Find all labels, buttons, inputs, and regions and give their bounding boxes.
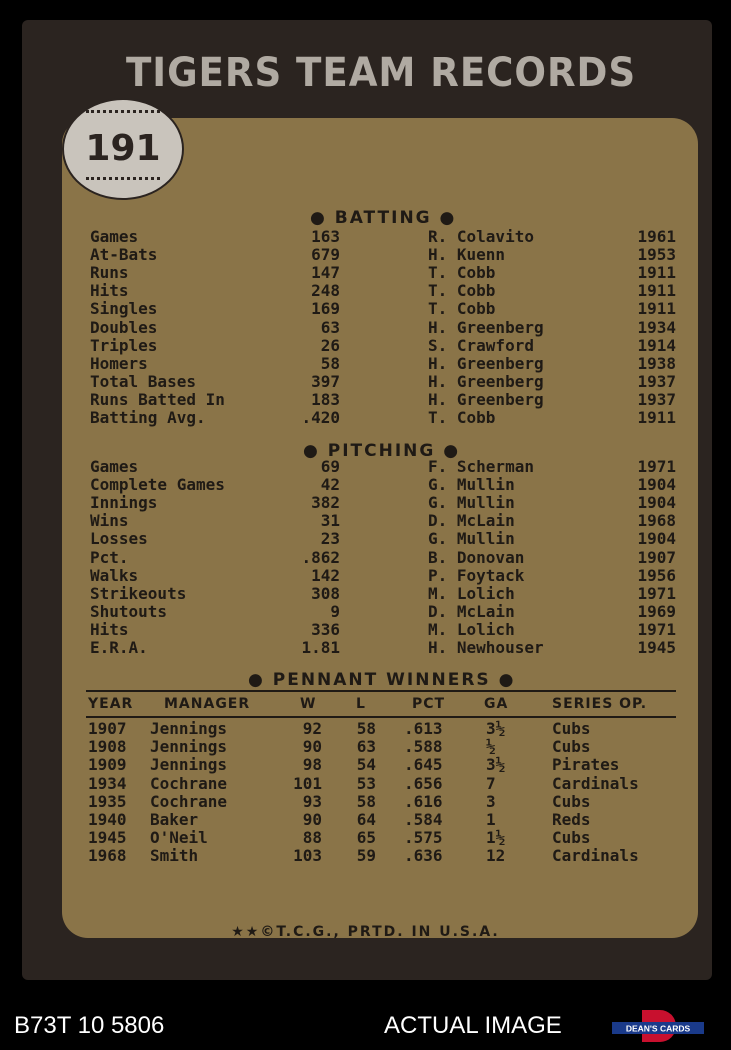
pitching-stat: Walks	[90, 565, 139, 585]
pennant-l: 64	[356, 810, 376, 829]
pitching-value: 69	[320, 457, 340, 476]
pitching-value: 382	[311, 493, 340, 513]
pennant-year: 1968	[88, 846, 127, 866]
batting-value: 169	[311, 299, 340, 319]
pitching-value: 336	[311, 619, 340, 639]
pennant-manager: Jennings	[150, 755, 228, 775]
pitching-stat: Innings	[90, 493, 158, 513]
batting-player: H. Greenberg	[428, 389, 544, 409]
pennant-w: 98	[302, 755, 322, 775]
pitching-value: 31	[320, 511, 340, 531]
pitching-player: H. Newhouser	[428, 638, 544, 657]
col-ga: GA	[484, 696, 509, 712]
pennant-series: Cubs	[552, 828, 591, 848]
pennant-w: 93	[302, 791, 322, 811]
pitching-value: 142	[311, 565, 340, 585]
col-manager: MANAGER	[164, 696, 251, 712]
pitching-value: 1.81	[301, 638, 340, 657]
pitching-value: 23	[320, 529, 340, 549]
card-number: 191	[85, 128, 161, 169]
pitching-value: 9	[330, 601, 340, 621]
col-w: W	[300, 696, 317, 712]
card-title: TIGERS TEAM RECORDS	[126, 50, 637, 96]
pitching-value: 42	[320, 475, 340, 495]
batting-stat: Hits	[90, 281, 129, 301]
pennant-series: Cardinals	[552, 773, 639, 793]
pitching-year: 1945	[637, 638, 676, 657]
batting-value: 397	[311, 371, 340, 391]
pitching-year: 1907	[637, 547, 676, 567]
pennant-series: Cubs	[552, 791, 591, 811]
batting-value: 26	[320, 335, 340, 355]
pitching-stat: Losses	[90, 529, 148, 549]
pitching-year: 1971	[637, 619, 676, 639]
batting-stat: Triples	[90, 335, 158, 355]
batting-year: 1911	[637, 408, 676, 427]
pitching-stat: Strikeouts	[90, 583, 187, 603]
batting-player: H. Greenberg	[428, 371, 544, 391]
pitching-heading: ● PITCHING ●	[303, 441, 461, 461]
batting-year: 1914	[637, 335, 676, 355]
pitching-stat: Hits	[90, 619, 129, 639]
pennant-l: 58	[356, 719, 376, 738]
col-l: L	[356, 696, 366, 712]
pitching-player: G. Mullin	[428, 493, 515, 513]
batting-year: 1953	[637, 245, 676, 265]
batting-year: 1911	[637, 263, 676, 283]
pennant-pct: .616	[404, 791, 443, 811]
pennant-pct: .584	[404, 810, 443, 829]
pennant-ga: 7	[486, 773, 496, 793]
pennant-l: 53	[356, 773, 376, 793]
pennant-series: Cubs	[552, 719, 591, 738]
pennant-w: 90	[302, 810, 322, 829]
batting-value: .420	[301, 408, 340, 427]
pitching-player: P. Foytack	[428, 565, 525, 585]
batting-player: T. Cobb	[428, 263, 496, 283]
pennant-pct: .636	[404, 846, 443, 866]
pennant-w: 90	[302, 737, 322, 757]
pennant-pct: .656	[404, 773, 443, 793]
batting-value: 63	[320, 317, 340, 337]
pennant-manager: Cochrane	[150, 773, 228, 793]
pitching-player: M. Lolich	[428, 619, 515, 639]
pennant-w: 103	[293, 846, 322, 866]
batting-stat: At-Bats	[90, 245, 158, 265]
batting-value: 183	[311, 389, 340, 409]
batting-stat: Total Bases	[90, 371, 196, 391]
col-pct: PCT	[412, 696, 446, 712]
batting-year: 1911	[637, 299, 676, 319]
pitching-player: G. Mullin	[428, 475, 515, 495]
pennant-year: 1934	[88, 773, 127, 793]
pitching-stat: Games	[90, 457, 139, 476]
pennant-w: 92	[302, 719, 322, 738]
pennant-manager: Cochrane	[150, 791, 228, 811]
batting-stat: Runs	[90, 263, 129, 283]
batting-value: 248	[311, 281, 340, 301]
pitching-value: 308	[311, 583, 340, 603]
pitching-year: 1969	[637, 601, 676, 621]
pennant-l: 59	[356, 846, 376, 866]
pennant-l: 54	[356, 755, 376, 775]
pennant-year: 1935	[88, 791, 127, 811]
deans-cards-logo-icon	[612, 1008, 704, 1044]
pitching-value: .862	[301, 547, 340, 567]
pitching-year: 1904	[637, 475, 676, 495]
baseball-number-badge	[62, 98, 184, 200]
pennant-year: 1940	[88, 810, 127, 829]
pennant-w: 88	[302, 828, 322, 848]
pennant-ga: 1½	[486, 828, 506, 848]
pennant-manager: Jennings	[150, 737, 228, 757]
batting-player: H. Greenberg	[428, 317, 544, 337]
batting-year: 1937	[637, 371, 676, 391]
pennant-pct: .613	[404, 719, 443, 738]
pennant-ga: 3½	[486, 719, 506, 738]
pitching-year: 1971	[637, 457, 676, 476]
batting-player: S. Crawford	[428, 335, 534, 355]
pitching-player: G. Mullin	[428, 529, 515, 549]
pennant-year: 1907	[88, 719, 127, 738]
pennant-ga: 12	[486, 846, 506, 866]
pennant-ga: 3	[486, 791, 496, 811]
batting-year: 1938	[637, 353, 676, 373]
pennant-ga: 1	[486, 810, 496, 829]
batting-value: 679	[311, 245, 340, 265]
pennant-l: 63	[356, 737, 376, 757]
pitching-year: 1968	[637, 511, 676, 531]
pennant-ga: 3½	[486, 755, 506, 775]
seam-bottom-icon	[86, 177, 160, 186]
pennant-header-rule	[86, 716, 676, 718]
batting-year: 1937	[637, 389, 676, 409]
pennant-series: Pirates	[552, 755, 620, 775]
pennant-year: 1909	[88, 755, 127, 775]
pennant-l: 65	[356, 828, 376, 848]
batting-value: 147	[311, 263, 340, 283]
batting-year: 1934	[637, 317, 676, 337]
pitching-year: 1956	[637, 565, 676, 585]
pennant-year: 1908	[88, 737, 127, 757]
pennant-manager: O'Neil	[150, 828, 208, 848]
pitching-stat: Pct.	[90, 547, 129, 567]
pitching-stat: E.R.A.	[90, 638, 148, 657]
copyright-footer: ★★©T.C.G., PRTD. IN U.S.A.	[231, 924, 500, 940]
batting-player: H. Kuenn	[428, 245, 506, 265]
batting-year: 1961	[637, 227, 676, 246]
batting-player: T. Cobb	[428, 281, 496, 301]
pennant-manager: Jennings	[150, 719, 228, 738]
pitching-stat: Shutouts	[90, 601, 168, 621]
batting-player: T. Cobb	[428, 408, 496, 427]
pitching-year: 1971	[637, 583, 676, 603]
pennant-series: Cardinals	[552, 846, 639, 866]
pitching-year: 1904	[637, 529, 676, 549]
pitching-player: F. Scherman	[428, 457, 534, 476]
pitching-player: B. Donovan	[428, 547, 525, 567]
batting-stat: Batting Avg.	[90, 408, 206, 427]
logo-text: DEAN'S CARDS	[625, 1023, 691, 1034]
pennant-w: 101	[293, 773, 322, 793]
pennant-manager: Smith	[150, 846, 199, 866]
pitching-stat: Complete Games	[90, 475, 225, 495]
col-year: YEAR	[88, 696, 134, 712]
pennant-heading: ● PENNANT WINNERS ●	[248, 670, 516, 690]
batting-player: H. Greenberg	[428, 353, 544, 373]
batting-year: 1911	[637, 281, 676, 301]
actual-image-label: ACTUAL IMAGE	[384, 1012, 562, 1039]
pennant-series: Cubs	[552, 737, 591, 757]
pennant-year: 1945	[88, 828, 127, 848]
pitching-stat: Wins	[90, 511, 129, 531]
pennant-series: Reds	[552, 810, 591, 829]
pennant-pct: .645	[404, 755, 443, 775]
batting-heading: ● BATTING ●	[310, 208, 457, 228]
pitching-player: D. McLain	[428, 601, 515, 621]
pitching-player: M. Lolich	[428, 583, 515, 603]
batting-stat: Doubles	[90, 317, 158, 337]
pennant-ga: ½	[486, 737, 496, 757]
batting-value: 58	[320, 353, 340, 373]
batting-stat: Games	[90, 227, 139, 246]
pitching-year: 1904	[637, 493, 676, 513]
seam-top-icon	[86, 110, 160, 119]
batting-stat: Homers	[90, 353, 148, 373]
pennant-pct: .575	[404, 828, 443, 848]
pennant-top-rule	[86, 690, 676, 692]
batting-player: T. Cobb	[428, 299, 496, 319]
batting-stat: Singles	[90, 299, 158, 319]
batting-stat: Runs Batted In	[90, 389, 225, 409]
col-series: SERIES OP.	[552, 696, 648, 712]
pennant-manager: Baker	[150, 810, 199, 829]
pennant-pct: .588	[404, 737, 443, 757]
batting-player: R. Colavito	[428, 227, 534, 246]
cert-number: B73T 10 5806	[14, 1012, 165, 1039]
pitching-player: D. McLain	[428, 511, 515, 531]
pennant-l: 58	[356, 791, 376, 811]
batting-value: 163	[311, 227, 340, 246]
